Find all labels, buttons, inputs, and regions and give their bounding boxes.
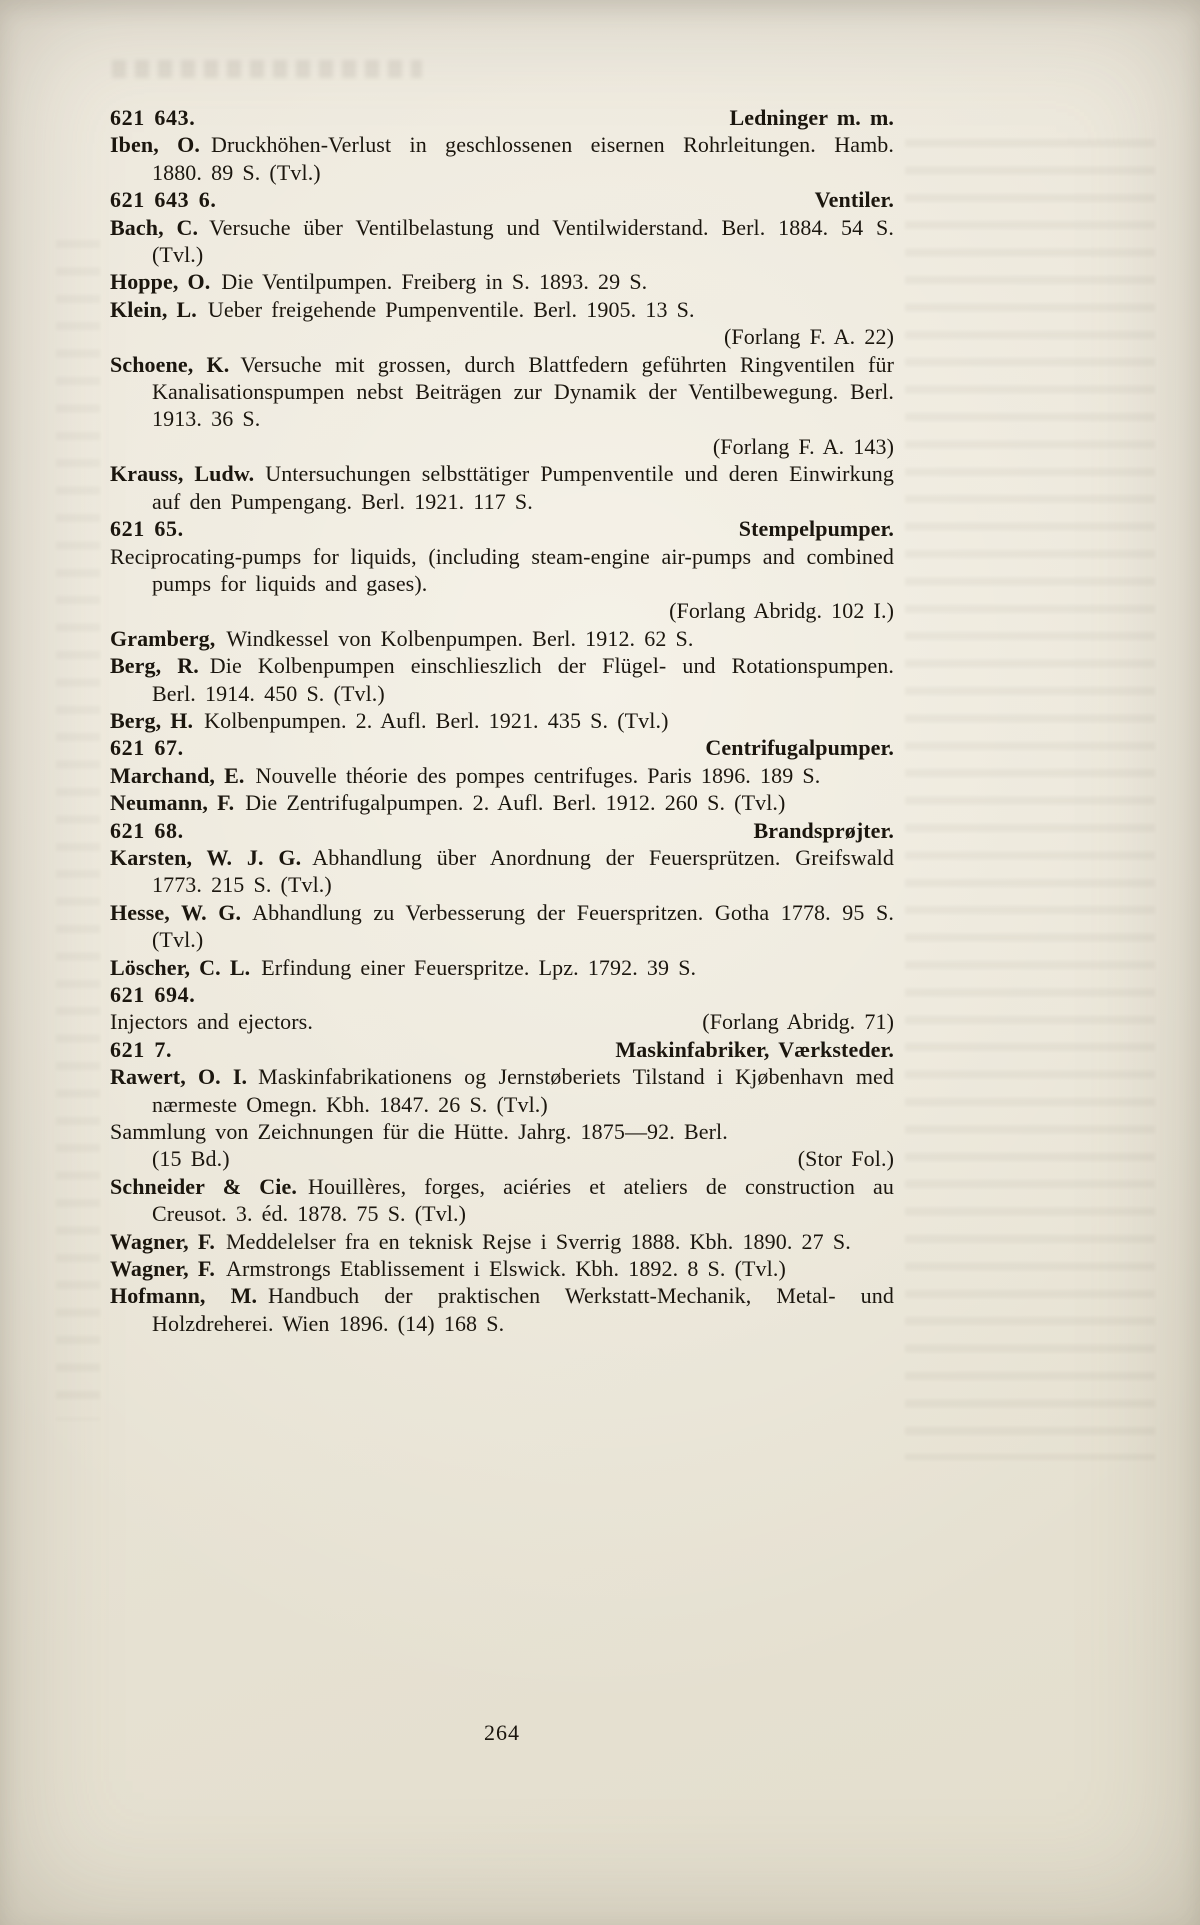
entry-author: Bach, C.	[110, 214, 199, 240]
entry-text: Die Ventilpumpen. Freiberg in S. 1893. 29 S.	[221, 269, 648, 295]
section-title: Ventiler.	[814, 187, 894, 213]
catalog-entry	[110, 899, 894, 954]
entry-text: Meddelelser fra en teknisk Rejse i Sverrig 1888. Kbh. 1890. 27 S.	[225, 1228, 851, 1254]
entry-author: Klein, L.	[110, 296, 197, 322]
entry-text: Erfindung einer Feuerspritze. Lpz. 1792. 39 S.	[261, 954, 697, 980]
entry-text: Abhandlung zu Verbesserung der Feuerspritzen. Gotha 1778. 95 S. (Tvl.)	[152, 899, 894, 953]
entry-author: Gramberg,	[110, 625, 216, 651]
entry-text: Injectors and ejectors.	[110, 1009, 313, 1035]
catalog-entry	[110, 762, 894, 789]
entry-text: Druckhöhen-Verlust in geschlossenen eisernen Rohrleitungen. Hamb. 1880. 89 S. (Tvl.)	[152, 132, 894, 185]
reference-note-text: (Forlang Abridg. 102 I.)	[669, 598, 894, 624]
entry-author: Neumann, F.	[110, 790, 235, 816]
entry-author: Hesse, W. G.	[110, 899, 242, 925]
catalog-entry	[110, 789, 894, 816]
catalog-entry	[110, 268, 894, 295]
entry-author: Karsten, W. J. G.	[110, 844, 302, 870]
section-heading	[110, 817, 894, 844]
bleed-through-header-ghost	[112, 60, 422, 78]
entry-author: Berg, H.	[110, 707, 194, 733]
catalog-entry	[110, 1118, 894, 1145]
entry-author: Berg, R.	[110, 653, 199, 679]
catalog-entry	[110, 625, 894, 652]
section-title: Stempelpumper.	[738, 516, 894, 542]
entry-text: Ueber freigehende Pumpenventile. Berl. 1905. 13 S.	[207, 296, 695, 322]
reference-note-text: (Forlang F. A. 143)	[712, 433, 894, 459]
catalog-entry	[110, 1063, 894, 1118]
entry-text: Nouvelle théorie des pompes centrifuges. Paris 1896. 189 S.	[255, 762, 821, 788]
section-title: Maskinfabriker, Værksteder.	[615, 1036, 894, 1062]
catalog-entry	[110, 1228, 894, 1255]
entry-author: Iben, O.	[110, 132, 200, 158]
entry-author: Rawert, O. I.	[110, 1064, 248, 1090]
entry-author: Krauss, Ludw.	[110, 461, 255, 487]
reference-note	[110, 597, 894, 624]
classification-number: 621 65.	[110, 516, 184, 542]
section-title: Centrifugalpumper.	[705, 735, 894, 761]
entry-text: Kolbenpumpen. 2. Aufl. Berl. 1921. 435 S. (Tvl.)	[204, 707, 669, 733]
section-heading	[110, 104, 894, 131]
catalog-entry	[110, 844, 894, 899]
section-title: Ledninger m. m.	[729, 105, 894, 130]
section-title: Brandsprøjter.	[753, 817, 894, 843]
section-heading	[110, 186, 894, 213]
section-heading	[110, 1036, 894, 1063]
entry-text: Sammlung von Zeichnungen für die Hütte. Jahrg. 1875—92. Berl.	[110, 1119, 728, 1145]
catalog-entry	[110, 296, 894, 323]
entry-text: Untersuchungen selbsttätiger Pumpenventile und deren Einwirkung auf den Pumpengang. Berl. 1921. 117 S.	[152, 461, 894, 514]
entry-author: Hoppe, O.	[110, 269, 211, 295]
classification-number: 621 7.	[110, 1036, 173, 1062]
section-heading	[110, 981, 894, 1008]
section-heading	[110, 734, 894, 761]
catalog-entry	[110, 707, 894, 734]
entry-author: Schoene, K.	[110, 351, 230, 377]
entry-line	[110, 1145, 894, 1172]
entry-author: Wagner, F.	[110, 1256, 215, 1282]
reference-note-text: (Stor Fol.)	[797, 1146, 894, 1172]
entry-text: Versuche über Ventilbelastung und Ventilwiderstand. Berl. 1884. 54 S. (Tvl.)	[152, 214, 894, 268]
entry-text: Handbuch der praktischen Werkstatt-Mechanik, Metal- und Holzdreherei. Wien 1896. (14) 168 S.	[152, 1283, 894, 1336]
catalog-entry	[110, 1173, 894, 1228]
reference-note-text: (Forlang F. A. 22)	[723, 324, 894, 350]
reference-note	[110, 433, 894, 460]
classification-number: 621 68.	[110, 817, 184, 843]
entry-author: Hofmann, M.	[110, 1283, 258, 1309]
catalog-entry	[110, 1255, 894, 1282]
classification-number: 621 67.	[110, 735, 184, 761]
entry-text: Die Kolbenpumpen einschlieszlich der Flügel- und Rotationspumpen. Berl. 1914. 450 S. (Tvl.)	[152, 653, 894, 706]
entry-text: Die Zentrifugalpumpen. 2. Aufl. Berl. 1912. 260 S. (Tvl.)	[245, 790, 786, 816]
entry-text: Abhandlung über Anordnung der Feuersprützen. Greifswald 1773. 215 S. (Tvl.)	[152, 844, 894, 898]
reference-note	[110, 323, 894, 350]
entry-text: Versuche mit grossen, durch Blattfedern geführten Ringventilen für Kanalisationspumpen nebst Beiträgen zur Dynamik der Ventilbewegung. Berl. 1913. 36 S.	[152, 351, 894, 432]
bleed-through-ghost-right	[905, 130, 1155, 1460]
entry-author: Löscher, C. L.	[110, 954, 251, 980]
catalog-entry	[110, 652, 894, 707]
entry-text: Reciprocating-pumps for liquids, (including steam-engine air-pumps and combined pumps for liquids and gases).	[110, 543, 894, 596]
entry-text: Maskinfabrikationens og Jernstøberiets Tilstand i Kjøbenhavn med nærmeste Omegn. Kbh. 1847. 26 S. (Tvl.)	[152, 1064, 894, 1117]
entry-line	[110, 1008, 894, 1035]
entry-text: Windkessel von Kolbenpumpen. Berl. 1912. 62 S.	[226, 625, 694, 651]
catalog-entry	[110, 351, 894, 433]
catalog-entry	[110, 1282, 894, 1337]
catalog-entry	[110, 214, 894, 269]
classification-number: 621 643.	[110, 105, 196, 130]
entry-author: Schneider & Cie.	[110, 1173, 297, 1199]
section-heading	[110, 515, 894, 542]
catalog-entry	[110, 954, 894, 981]
classification-number: 621 694.	[110, 982, 196, 1007]
catalog-entry	[110, 131, 894, 186]
bleed-through-ghost-left	[56, 240, 100, 1420]
reference-note-text: (Forlang Abridg. 71)	[702, 1009, 894, 1035]
classification-number: 621 643 6.	[110, 187, 217, 213]
entry-text: Armstrongs Etablissement i Elswick. Kbh. 1892. 8 S. (Tvl.)	[225, 1256, 786, 1282]
page-number: 264	[484, 1720, 520, 1745]
catalog-entry	[110, 460, 894, 515]
bibliography-content	[110, 104, 894, 1337]
entry-author: Marchand, E.	[110, 762, 245, 788]
entry-text: (15 Bd.)	[152, 1146, 230, 1172]
entry-author: Wagner, F.	[110, 1228, 215, 1254]
entry-text: Houillères, forges, aciéries et ateliers de construction au Creusot. 3. éd. 1878. 75 S. (Tvl.)	[152, 1173, 894, 1227]
catalog-entry	[110, 543, 894, 598]
